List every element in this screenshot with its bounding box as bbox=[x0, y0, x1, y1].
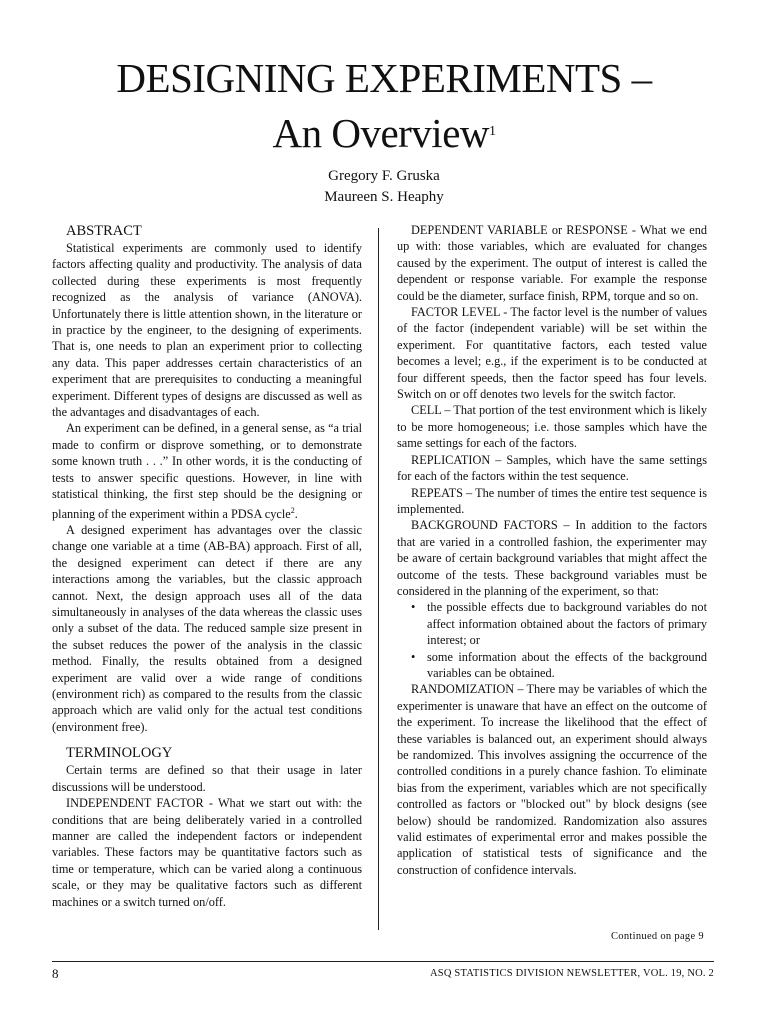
randomization-paragraph: RANDOMIZATION – There may be variables of which the experimenter is unaware that have an effect on the outcome of the experiment. To increase the likelihood that the effect of these variables is balanced out, an experiment should always be randomized. This involves assigning the occurrence of the controlled conditions in a purely chance fashion. To eliminate bias from the experiment, variables which are not specifically controlled as factors or "blocked out" by block designs (see below) should be randomized. Randomization also assures valid estimates of experimental error and makes possible the application of statistical tests of significance and the construction of confidence intervals. bbox=[397, 682, 707, 877]
author-1: Gregory F. Gruska bbox=[328, 168, 440, 184]
running-footer: ASQ STATISTICS DIVISION NEWSLETTER, VOL. 19, NO. 2 bbox=[430, 968, 714, 979]
footer-rule bbox=[52, 961, 714, 962]
list-item-text: some information about the effects of the background variables can be obtained. bbox=[427, 649, 707, 680]
continued-note: Continued on page 9 bbox=[611, 931, 704, 942]
background-factors-paragraph: BACKGROUND FACTORS – In addition to the factors that are varied in a controlled fashion, the experimenter may be aware of certain background variables that might affect the outcome of the tests. These background variables must be considered in the planning of the experiment, so that: bbox=[397, 518, 707, 598]
author-2: Maureen S. Heaphy bbox=[324, 189, 444, 205]
reference-mark: 2 bbox=[290, 505, 295, 515]
right-column bbox=[397, 222, 707, 878]
abstract-paragraph-3: A designed experiment has advantages over the classic change one variable at a time (AB-BA) approach. First of all, the designed experiment can detect if there are any interactions among the variables, but the classic approach cannot. Next, the design approach uses all of the data simultaneously in analyses of the data whereas the classic uses only a subset of the data. The reduced sample size present in the subset reduces the power of the analysis in the classic method. Finally, the results obtained from a designed experiment are valid over a wide range of conditions (environment rich) as compared to the results from the classic approach which are valid only for the actual test conditions (environment free). bbox=[52, 523, 362, 734]
abstract-heading: ABSTRACT bbox=[66, 223, 142, 239]
list-item bbox=[397, 599, 707, 648]
list-item-text: the possible effects due to background variables do not affect information obtained about the factors of primary interest; or bbox=[427, 600, 707, 648]
left-column bbox=[52, 222, 362, 910]
bullet-icon: • bbox=[411, 649, 416, 664]
abstract-paragraph-2-text: An experiment can be defined, in a general sense, as “a trial made to confirm or disprove something, or to demonstrate some known truth . . .” In other words, it is the conducting of tests to answer specific questions. However, in line with statistical thinking, the first step should be the designing or planning of the experiment within a PDSA cycle bbox=[52, 421, 362, 521]
terminology-paragraph-1: Certain terms are defined so that their usage in later discussions will be understood. bbox=[52, 763, 362, 794]
terminology-heading: TERMINOLOGY bbox=[66, 745, 173, 762]
abstract-paragraph-2 bbox=[52, 420, 362, 522]
abstract-paragraph-1: Statistical experiments are commonly used to identify factors affecting quality and productivity. The analysis of data collected during these experiments is most frequently recognized as the analysis of variance (ANOVA). Unfortunately there is little attention shown, in the literature or in practice by the engineer, to the designing of experiments. That is, one needs to plan an experiment prior to collecting any data. This paper addresses certain characteristics of an experiment that are prerequisites to conducting a meaningful experiment. Different types of designs are discussed as well as the advantages and disadvantages of each. bbox=[52, 241, 362, 420]
independent-factor-paragraph: INDEPENDENT FACTOR - What we start out with: the conditions that are being deliberately varied in a controlled manner are called the independent factors or independent variables. These factors may be quantitative factors such as time or temperature, which can be varied along a continuous scale, or they may be qualitative factors such as different machines or a switch turned on/off. bbox=[52, 796, 362, 909]
background-factors-list bbox=[397, 599, 707, 681]
column-divider bbox=[378, 228, 379, 930]
abstract-paragraph-2-end: . bbox=[294, 506, 298, 521]
title-footnote-mark: 1 bbox=[489, 124, 496, 139]
dependent-variable-paragraph: DEPENDENT VARIABLE or RESPONSE - What we end up with: those variables, which are evaluated for changes caused by the experiment. The output of interest is called the dependent or response variable. For example the response could be the diameter, surface finish, RPM, torque and so on. bbox=[397, 223, 707, 303]
replication-paragraph: REPLICATION – Samples, which have the same settings for each of the factors within the test sequence. bbox=[397, 452, 707, 484]
repeats-paragraph: REPEATS – The number of times the entire test sequence is implemented. bbox=[397, 485, 707, 516]
factor-level-paragraph: FACTOR LEVEL - The factor level is the number of values of the factor (independent variable) will be set within the experiment. For quantitative factors, each tested value becomes a level; e.g., if the experiment is to be conducted at four different speeds, then the factor speed has four levels. Switch on or off denotes two levels for the switch factor. bbox=[397, 305, 707, 402]
list-item bbox=[397, 649, 707, 682]
cell-paragraph: CELL – That portion of the test environment which is likely to be more homogeneous; i.e. those samples which have the same settings for each of the factors. bbox=[397, 403, 707, 451]
title-line-1: DESIGNING EXPERIMENTS – bbox=[116, 55, 652, 101]
page-number: 8 bbox=[52, 966, 59, 981]
title-line-2-text: An Overview bbox=[272, 110, 490, 156]
bullet-icon: • bbox=[411, 600, 416, 615]
title-line-2 bbox=[0, 110, 768, 156]
